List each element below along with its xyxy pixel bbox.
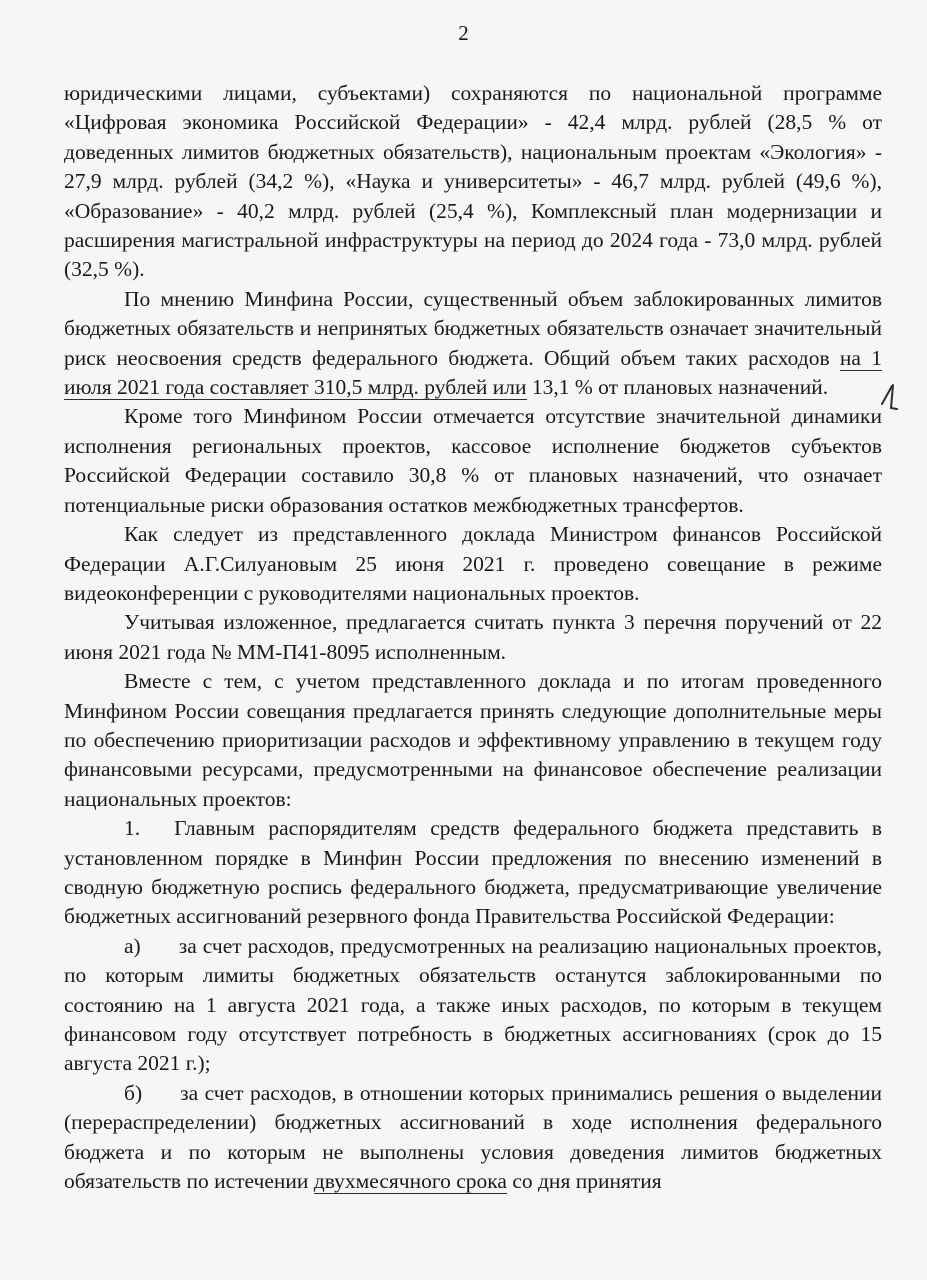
list-item-text: Главным распорядителям средств федерального бюджета представить в установленном порядке в Минфин России предложения по внесению изменений в сводную бюджетную роспись федерального бюджета, предусматривающие увеличение бюджетных ассигнований резервного фонда Правительства Российской Федерации:: [64, 816, 882, 929]
list-subitem-text: со дня принятия: [506, 1169, 662, 1194]
page-number: 2: [458, 21, 469, 45]
pen-underlined-text: двухмесячного срока: [313, 1169, 507, 1194]
paragraph-minfin-opinion: [64, 285, 882, 403]
paragraph-regional-projects: Кроме того Минфином России отмечается отсутствие значительной динамики исполнения региональных проектов, кассовое исполнение бюджетов субъектов Российской Федерации составило 30,8 % от плановых назначений, что означает потенциальные риски образования остатков межбюджетных трансфертов.: [64, 404, 882, 517]
list-subitem-text: за счет расходов, в отношении которых принимались решения о выделении (перераспределении) бюджетных ассигнований в ходе исполнения федерального бюджета и по которым не выполнены условия доведения лимитов бюджетных обязательств по истечении: [64, 1080, 882, 1194]
list-subitem-a: [64, 932, 882, 1079]
pen-margin-mark-icon: [878, 382, 900, 412]
list-subitem-letter: а): [124, 933, 141, 958]
document-body: [64, 79, 882, 1196]
paragraph-meeting: Как следует из представленного доклада Министром финансов Российской Федерации А.Г.Силуановым 25 июня 2021 г. проведено совещание в режиме видеоконференции с руководителями национальных проектов.: [64, 522, 882, 605]
paragraph-conclusion: Учитывая изложенное, предлагается считать пункта 3 перечня поручений от 22 июня 2021 года № ММ-П41-8095 исполненным.: [64, 610, 882, 664]
paragraph-text: По мнению Минфина России, существенный объем заблокированных лимитов бюджетных обязательств и непринятых бюджетных обязательств означает значительный риск неосвоения средств федерального бюджета. Общий объем таких расходов: [64, 286, 882, 370]
list-subitem-b: [64, 1079, 882, 1197]
list-item-1: [64, 814, 882, 932]
paragraph-text: 13,1 % от плановых назначений.: [526, 375, 829, 400]
pen-underlined-text: на 1 июля 2021 года составляет 310,5 млрд. рублей или: [64, 345, 882, 400]
list-item-number: 1.: [124, 816, 141, 841]
paragraph-additional-measures: Вместе с тем, с учетом представленного доклада и по итогам проведенного Минфином России совещания предлагается принять следующие дополнительные меры по обеспечению приоритизации расходов и эффективному управлению в текущем году финансовыми ресурсами, предусмотренными на финансовое обеспечение реализации национальных проектов:: [64, 669, 882, 811]
list-subitem-letter: б): [124, 1080, 143, 1105]
list-subitem-text: за счет расходов, предусмотренных на реализацию национальных проектов, по которым лимиты бюджетных обязательств останутся заблокированными по состоянию на 1 августа 2021 года, а также иных расходов, по которым в текущем финансовом году отсутствует потребность в бюджетных ассигнованиях (срок до 15 августа 2021 г.);: [64, 933, 882, 1076]
paragraph-continuation: юридическими лицами, субъектами) сохраняются по национальной программе «Цифровая экономика Российской Федерации» - 42,4 млрд. рублей (28,5 % от доведенных лимитов бюджетных обязательств), национальным проектам «Экология» - 27,9 млрд. рублей (34,2 %), «Наука и университеты» - 46,7 млрд. рублей (49,6 %), «Образование» - 40,2 млрд. рублей (25,4 %), Комплексный план модернизации и расширения магистральной инфраструктуры на период до 2024 года - 73,0 млрд. рублей (32,5 %).: [64, 81, 882, 282]
